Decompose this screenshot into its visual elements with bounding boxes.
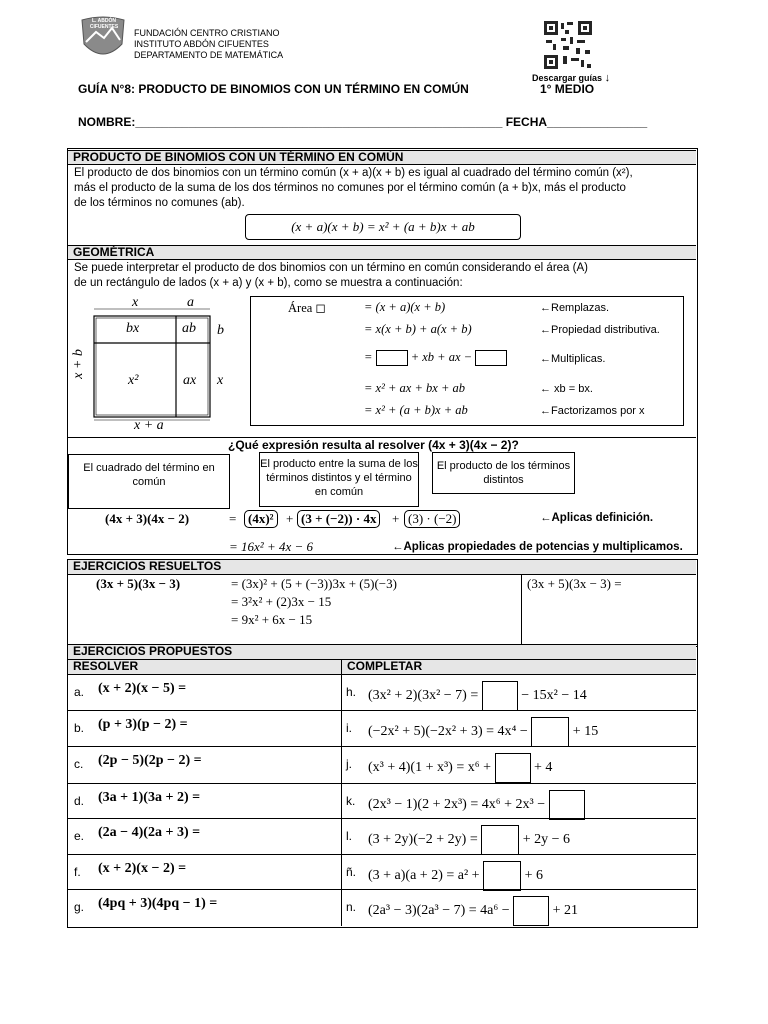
right-exercise-label: l. — [346, 829, 352, 843]
right-exercise-expression — [368, 753, 552, 783]
org-line-3: DEPARTAMENTO DE MATEMÁTICA — [134, 50, 284, 60]
right-exercise-expression — [368, 825, 570, 855]
org-line-1: FUNDACIÓN CENTRO CRISTIANO — [134, 28, 280, 38]
left-exercise-label: c. — [74, 757, 84, 771]
term-sum-product: (3 + (−2)) · 4x — [297, 510, 380, 528]
question-result: = 16x² + 4x − 6 — [229, 539, 314, 554]
grade-label: 1° MEDIO — [540, 82, 595, 96]
question-equals: = — [229, 511, 237, 526]
callout-sum-product — [259, 452, 419, 507]
right-exercise-pre: (3 + 2y)(−2 + 2y) = — [368, 832, 478, 848]
left-exercise-label: g. — [74, 900, 85, 914]
right-exercise-pre: (2x³ − 1)(2 + 2x³) = 4x⁶ + 2x³ − — [368, 797, 546, 813]
answer-blank[interactable] — [531, 717, 569, 747]
diagram-ab: ab — [182, 321, 196, 336]
org-info — [134, 28, 283, 61]
qr-label-text: Descargar guías — [532, 73, 603, 83]
term-distinct-product: (3) · (−2) — [404, 510, 460, 528]
step-3-mid: + xb + ax − — [410, 350, 473, 364]
step-3-blank-2[interactable] — [475, 350, 507, 366]
proposed-heading-text: EJERCICIOS PROPUESTOS — [73, 644, 233, 658]
step-2-rhs: = x(x + b) + a(x + b) — [364, 322, 472, 336]
step-1-rhs: = (x + a)(x + b) — [364, 300, 446, 314]
definition-line-2: más el producto de la suma de los dos términos no comunes por el término común (a + b)x, más el producto — [74, 182, 626, 194]
left-exercise-expression: (4pq + 3)(4pq − 1) = — [98, 896, 218, 911]
step-5-note: ←Factorizamos por x — [540, 405, 645, 417]
right-exercise-label: n. — [346, 900, 357, 914]
answer-blank[interactable] — [483, 861, 521, 891]
callout-sum-product-text: El producto entre la suma de los términos distintos y el término en común — [260, 458, 418, 498]
step-5-rhs: = x² + (a + b)x + ab — [364, 403, 468, 417]
solved-line-3: = 9x² + 6x − 15 — [231, 612, 313, 627]
left-exercise-label: d. — [74, 794, 85, 808]
exercise-row — [68, 855, 696, 890]
callout-square — [68, 454, 230, 509]
right-exercise-label: k. — [346, 794, 356, 808]
step-3-blank-1[interactable] — [376, 350, 408, 366]
left-exercise-label: a. — [74, 685, 85, 699]
col-completar-text: COMPLETAR — [347, 659, 423, 673]
step-1-note: ←Remplazas. — [540, 302, 610, 314]
answer-blank[interactable] — [513, 896, 549, 926]
right-exercise-expression — [368, 681, 587, 711]
left-exercise-expression: (2a − 4)(2a + 3) = — [98, 825, 201, 840]
right-exercise-expression — [368, 896, 578, 926]
callout-square-text: El cuadrado del término en común — [83, 462, 215, 488]
right-exercise-pre: (3 + a)(a + 2) = a² + — [368, 868, 480, 884]
solved-divider — [521, 575, 522, 645]
solved-line-1: = (3x)² + (5 + (−3))3x + (5)(−3) — [231, 576, 397, 591]
right-exercise-label: j. — [346, 757, 352, 771]
step-3-note: ←Multiplicas. — [540, 353, 606, 365]
proposed-heading — [68, 645, 696, 660]
answer-blank[interactable] — [495, 753, 531, 783]
step-1-lhs: Área ◻ — [288, 301, 326, 315]
exercise-row — [68, 711, 696, 747]
question-plus-1: + — [286, 511, 294, 526]
definition-line-3: de los términos no comunes (ab). — [74, 197, 245, 209]
step-3-rhs — [364, 350, 507, 366]
diagram-right-b: b — [217, 323, 224, 338]
left-exercise-expression: (x + 2)(x − 5) = — [98, 681, 187, 696]
step-4-rhs: = x² + ax + bx + ab — [364, 381, 466, 395]
right-exercise-expression — [368, 717, 598, 747]
term-square: (4x)² — [244, 510, 278, 528]
area-diagram — [70, 296, 245, 436]
right-exercise-label: h. — [346, 685, 357, 699]
step-2-note: ←Propiedad distributiva. — [540, 324, 660, 336]
exercise-row — [68, 747, 696, 784]
right-exercise-pre: (x³ + 4)(1 + x³) = x⁶ + — [368, 760, 492, 776]
right-exercise-expression — [368, 790, 585, 820]
diagram-x2: x² — [128, 373, 139, 388]
callout-distinct-product-text: El producto de los términos distintos — [436, 460, 571, 486]
right-exercise-pre: (2a³ − 3)(2a³ − 7) = 4a⁶ − — [368, 903, 510, 919]
callout-distinct-product — [432, 452, 575, 494]
exercise-row — [68, 675, 696, 711]
solved-right-expr: (3x + 5)(3x − 3) = — [527, 576, 622, 591]
geometric-line-1: Se puede interpretar el producto de dos binomios con un término en común considerando el área (A) — [74, 262, 588, 274]
definition-heading-text: PRODUCTO DE BINOMIOS CON UN TÉRMINO EN COMÚN — [73, 150, 404, 164]
question-note-1: ←Aplicas definición. — [540, 512, 654, 524]
diagram-ax: ax — [183, 373, 197, 388]
right-exercise-post: + 2y − 6 — [522, 832, 571, 848]
left-exercise-label: e. — [74, 829, 85, 843]
col-completar — [341, 660, 696, 675]
question-plus-2: + — [392, 511, 400, 526]
right-exercise-post: + 21 — [552, 903, 579, 919]
page-title: GUÍA N°8: PRODUCTO DE BINOMIOS CON UN TÉRMINO EN COMÚN — [78, 82, 469, 96]
diagram-top-x: x — [132, 295, 139, 310]
definition-formula-text: (x + a)(x + b) = x² + (a + b)x + ab — [291, 219, 475, 234]
question-lhs: (4x + 3)(4x − 2) — [105, 511, 190, 526]
definition-line-1: El producto de dos binomios con un término común (x + a)(x + b) es igual al cuadrado del término común (x²), — [74, 167, 633, 179]
solved-expr: (3x + 5)(3x − 3) — [96, 576, 181, 591]
geometric-heading-text: GEOMÉTRICA — [73, 245, 155, 259]
answer-blank[interactable] — [481, 825, 519, 855]
answer-blank[interactable] — [482, 681, 518, 711]
geometric-text — [74, 261, 588, 291]
left-exercise-expression: (x + 2)(x − 2) = — [98, 861, 187, 876]
right-exercise-pre: (−2x² + 5)(−2x² + 3) = 4x⁴ − — [368, 724, 528, 740]
name-date-field[interactable]: NOMBRE:_______________________________________________________ FECHA_______________ — [78, 115, 648, 129]
org-line-2: INSTITUTO ABDÓN CIFUENTES — [134, 39, 269, 49]
exercise-row — [68, 819, 696, 855]
diagram-top-a: a — [187, 295, 194, 310]
right-exercise-label: i. — [346, 721, 352, 735]
logo-text: L. ABDÓN CIFUENTES — [89, 18, 119, 30]
right-exercise-label: ñ. — [346, 865, 357, 879]
solved-line-2: = 3²x² + (2)3x − 15 — [231, 594, 332, 609]
question-text: ¿Qué expresión resulta al resolver (4x + 3)(4x − 2)? — [228, 438, 519, 452]
question-note-2: ←Aplicas propiedades de potencias y multiplicamos. — [392, 541, 683, 553]
school-logo — [78, 16, 128, 62]
diagram-bx: bx — [126, 321, 140, 336]
left-exercise-expression: (3a + 1)(3a + 2) = — [98, 790, 201, 805]
left-exercise-label: b. — [74, 721, 85, 735]
diagram-bottom: x + a — [134, 418, 164, 433]
right-exercise-expression — [368, 861, 543, 891]
geometric-line-2: de un rectángulo de lados (x + a) y (x + b), como se muestra a continuación: — [74, 277, 463, 289]
solved-heading — [68, 560, 696, 575]
right-exercise-post: + 15 — [572, 724, 599, 740]
exercise-row — [68, 784, 696, 819]
geometric-heading — [68, 245, 696, 260]
down-arrow-icon: ↓ — [604, 72, 611, 84]
solved-heading-text: EJERCICIOS RESUELTOS — [73, 559, 222, 573]
right-exercise-post: − 15x² − 14 — [521, 688, 587, 704]
exercise-row — [68, 890, 696, 926]
right-exercise-post: + 4 — [534, 760, 553, 776]
left-exercise-expression: (p + 3)(p − 2) = — [98, 717, 188, 732]
left-exercise-expression: (2p − 5)(2p − 2) = — [98, 753, 202, 768]
definition-formula — [245, 214, 521, 240]
definition-heading — [68, 150, 696, 165]
qr-code[interactable] — [543, 20, 593, 70]
right-exercise-pre: (3x² + 2)(3x² − 7) = — [368, 688, 479, 704]
diagram-left: x + b — [70, 349, 86, 379]
diagram-right-x: x — [217, 373, 224, 388]
left-exercise-label: f. — [74, 865, 81, 879]
col-resolver-text: RESOLVER — [73, 659, 139, 673]
answer-blank[interactable] — [549, 790, 585, 820]
step-4-note: ← xb = bx. — [540, 383, 593, 395]
col-resolver — [68, 660, 341, 675]
step-3-eq: = — [364, 350, 373, 364]
right-exercise-post: + 6 — [524, 868, 543, 884]
definition-text — [74, 166, 633, 211]
